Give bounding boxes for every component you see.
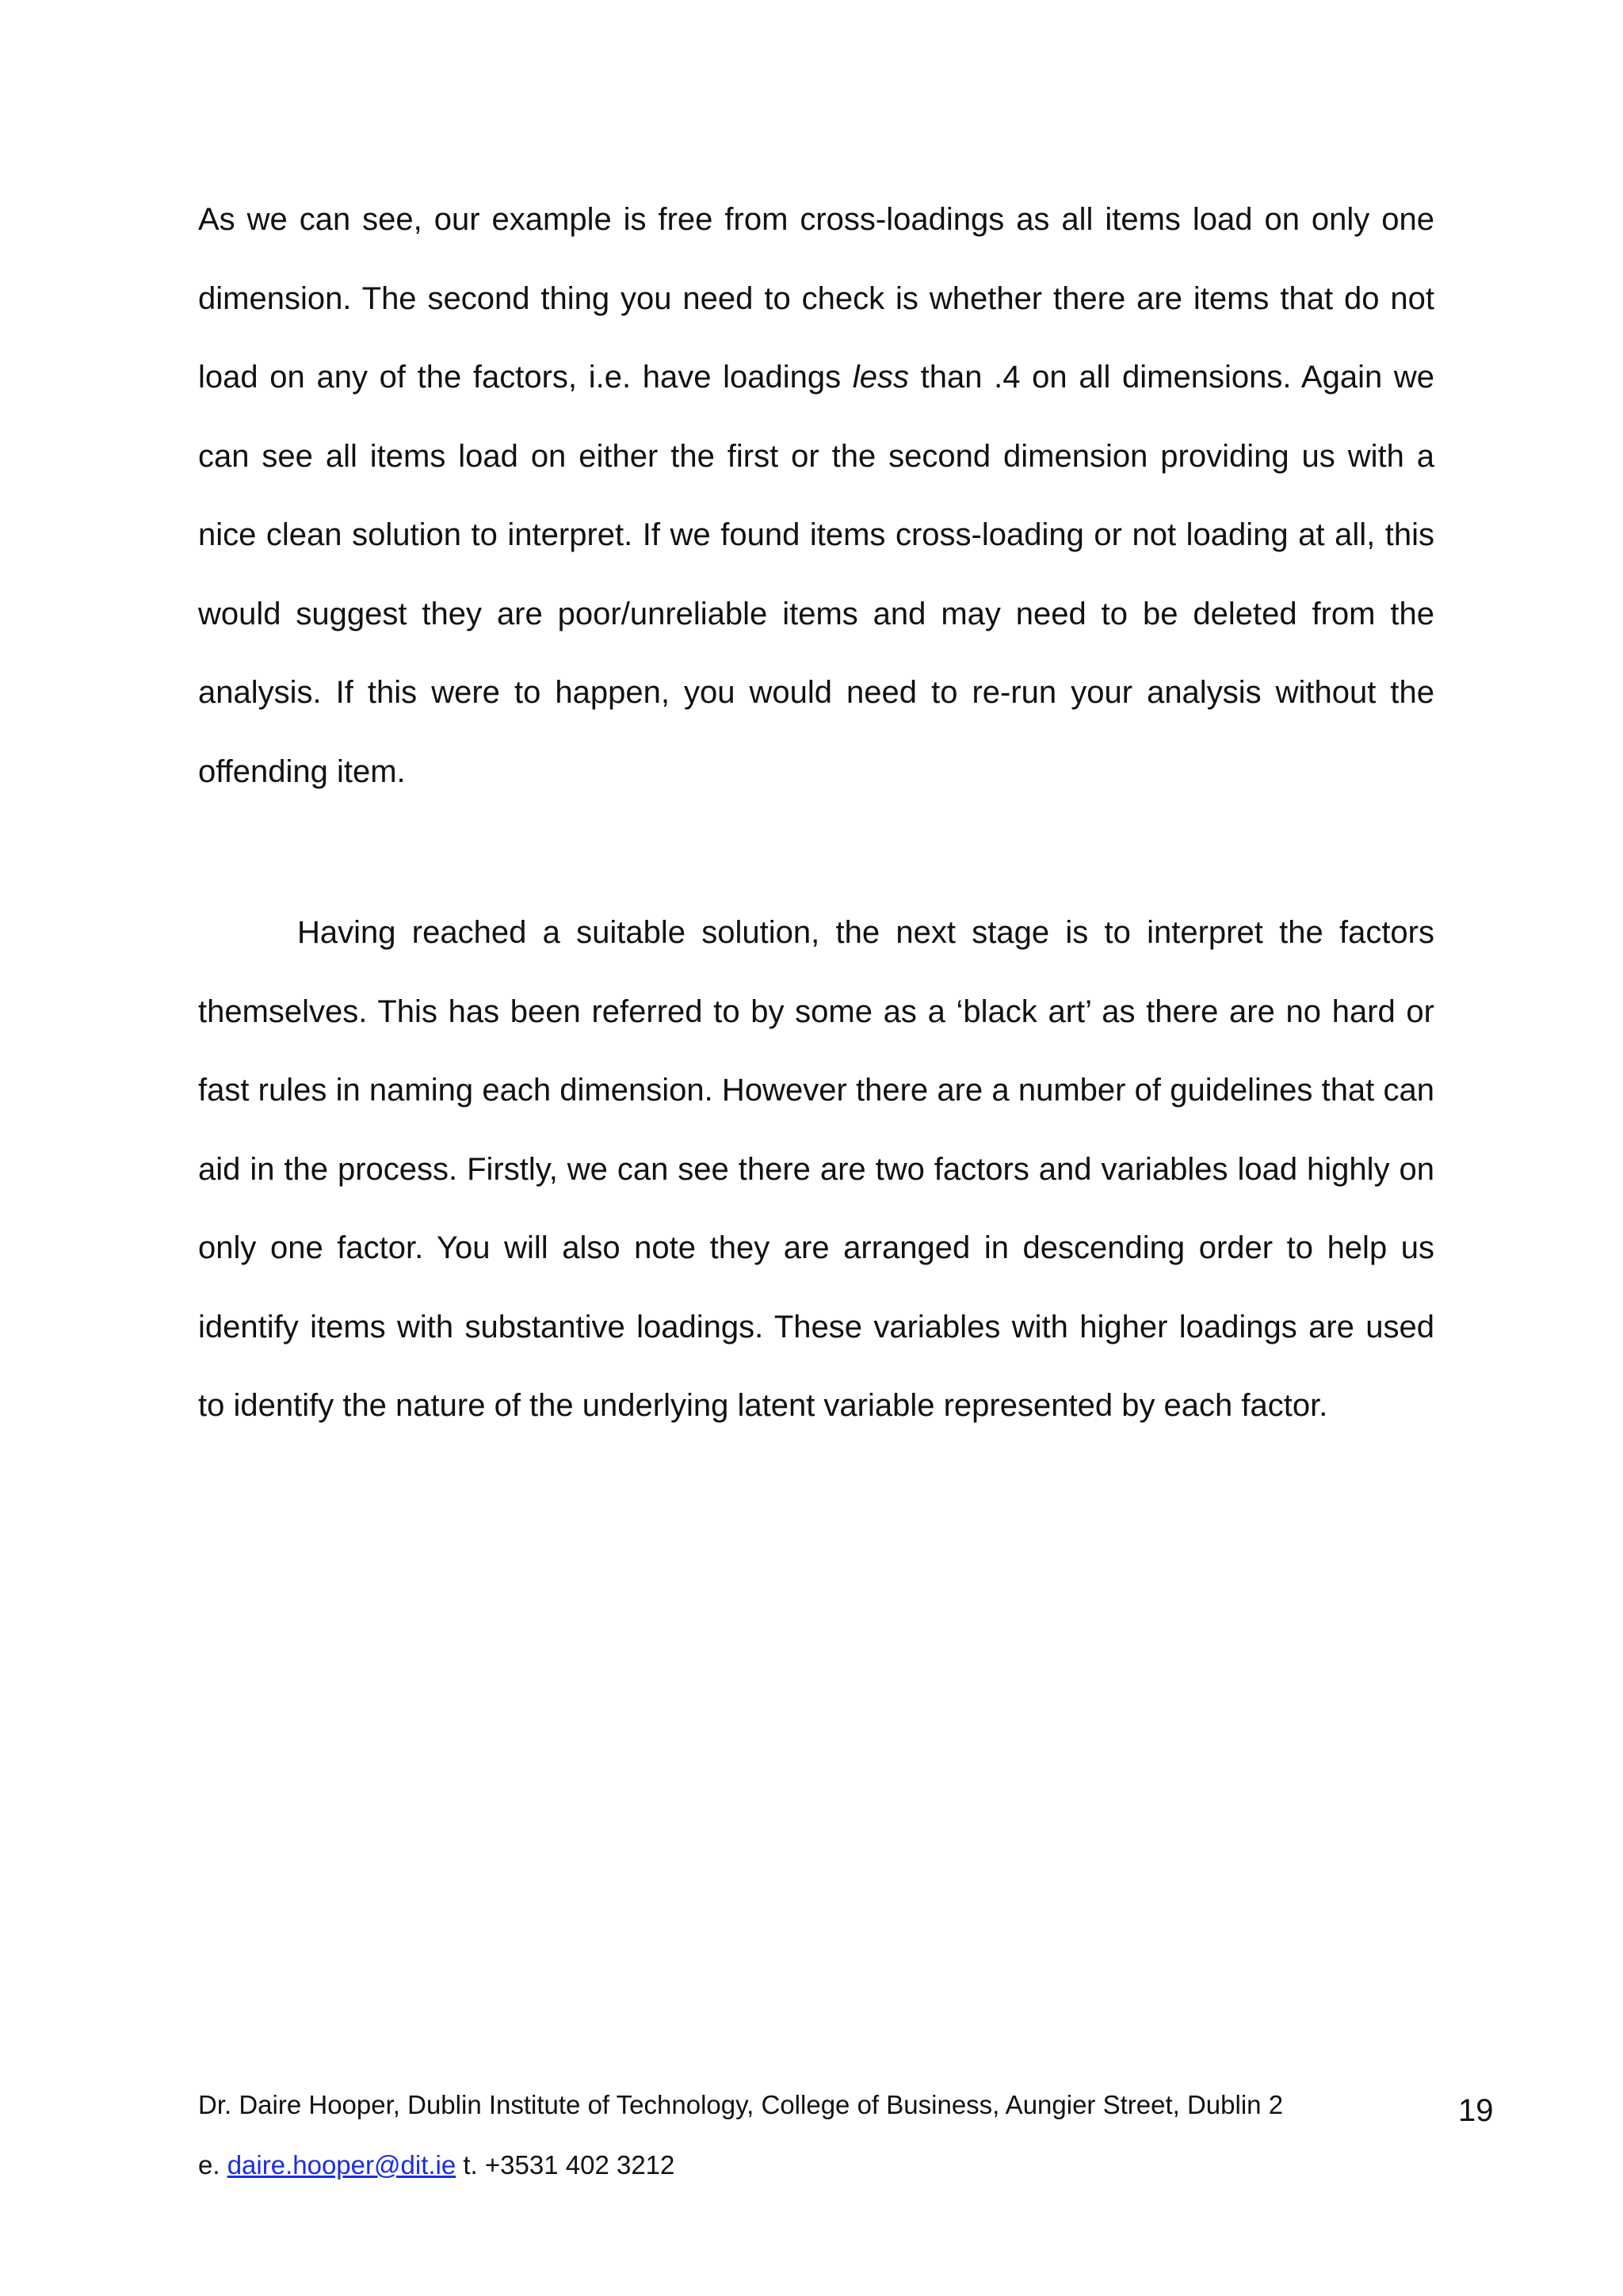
phone-number: t. +3531 402 3212 (463, 2150, 675, 2180)
email-link[interactable]: daire.hooper@dit.ie (227, 2150, 456, 2180)
body-paragraph-2: Having reached a suitable solution, the next stage is to interpret the factors themselves. This has been referred to by some as a ‘black art’ as there are no hard or fast rules in naming each dimension. However there are a number of guidelines that can aid in the process. Firstly, we can see there are two factors and variables load highly on only one factor. You will also note they are arranged in descending order to help us identify items with substantive loadings. These variables with higher loadings are used to identify the nature of the underlying latent variable represented by each factor. (198, 915, 1434, 1423)
body-paragraph-1 (198, 181, 1434, 811)
emphasis-less: less (852, 360, 909, 395)
paragraph-1-text-start: As we can see, our example is free from cross-loadings as all items load on only one dimension. The second thing you need to check is whether there are items that do not load on any of the factors, i.e. have loadings (198, 202, 1434, 395)
email-prefix: e. (198, 2150, 220, 2180)
footer-address: Dr. Daire Hooper, Dublin Institute of Technology, College of Business, Aungier Street, Dublin 2 (198, 2090, 1284, 2119)
page-number: 19 (1458, 2093, 1494, 2128)
footer-contact (198, 2149, 674, 2181)
paragraph-1-text-end: than .4 on all dimensions. Again we can see all items load on either the first or the second dimension providing us with a nice clean solution to interpret. If we found items cross-loading or not loading at all, this would suggest they are poor/unreliable items and may need to be deleted from the analysis. If this were to happen, you would need to re-run your analysis without the offending item. (198, 360, 1434, 789)
